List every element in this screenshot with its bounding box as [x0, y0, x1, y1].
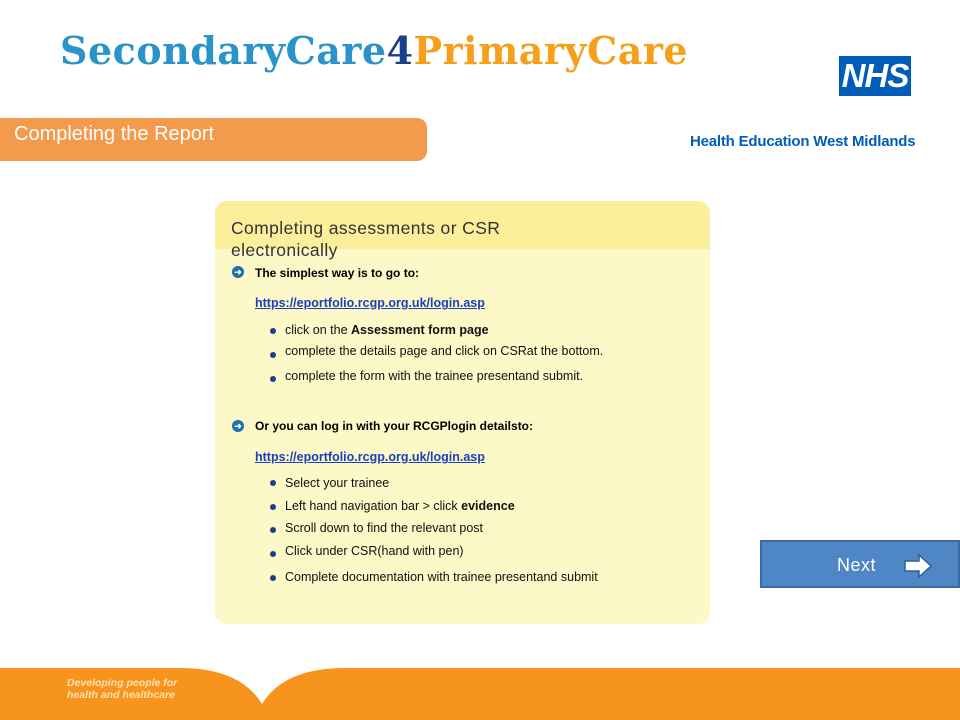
bullet-dot-icon — [270, 480, 276, 486]
list-item: click on the Assessment form page — [285, 323, 489, 337]
list-item: complete the form with the trainee presentand submit. — [285, 369, 584, 383]
organisation-name: Health Education West Midlands — [690, 133, 916, 150]
bullet-dot-icon — [270, 352, 276, 358]
bullet-dot-icon — [270, 551, 276, 557]
panel-title: Completing assessments or CSR electronically — [231, 218, 501, 260]
bullet-dot-icon — [270, 504, 276, 510]
list-item: Scroll down to find the relevant post — [285, 521, 484, 535]
footer-tagline: Developing people for health and healthcare — [67, 677, 178, 701]
section-title: Completing the Report — [14, 123, 215, 145]
section-banner — [0, 118, 427, 161]
instructions-panel — [215, 201, 710, 624]
arrow-bullet-icon: ➜ — [232, 420, 244, 432]
logo-part-secondary: SecondaryCare — [60, 28, 387, 73]
list-item: Left hand navigation bar > click evidence — [285, 499, 515, 513]
next-button[interactable] — [760, 540, 960, 588]
list-item: Select your trainee — [285, 476, 390, 490]
bullet-dot-icon — [270, 376, 276, 382]
list-item: Click under CSR(hand with pen) — [285, 544, 464, 558]
site-logo-title — [60, 28, 688, 73]
block1-lead: The simplest way is to go to: — [255, 266, 420, 280]
block2-lead: Or you can log in with your RCGPlogin detailsto: — [255, 419, 534, 433]
eportfolio-link-1[interactable]: https://eportfolio.rcgp.org.uk/login.asp — [255, 296, 485, 310]
eportfolio-link-2[interactable]: https://eportfolio.rcgp.org.uk/login.asp — [255, 450, 485, 464]
logo-part-primary: PrimaryCare — [413, 28, 689, 73]
arrow-bullet-icon: ➜ — [232, 266, 244, 278]
next-button-label: Next — [837, 555, 877, 575]
bullet-dot-icon — [270, 328, 276, 334]
logo-part-four: 4 — [386, 28, 414, 73]
bullet-dot-icon — [270, 527, 276, 533]
list-item: complete the details page and click on CSRat the bottom. — [285, 344, 604, 358]
arrow-right-icon — [904, 554, 932, 578]
nhs-logo: NHS — [839, 56, 911, 96]
list-item: Complete documentation with trainee presentand submit — [285, 570, 598, 584]
bullet-dot-icon — [270, 575, 276, 581]
